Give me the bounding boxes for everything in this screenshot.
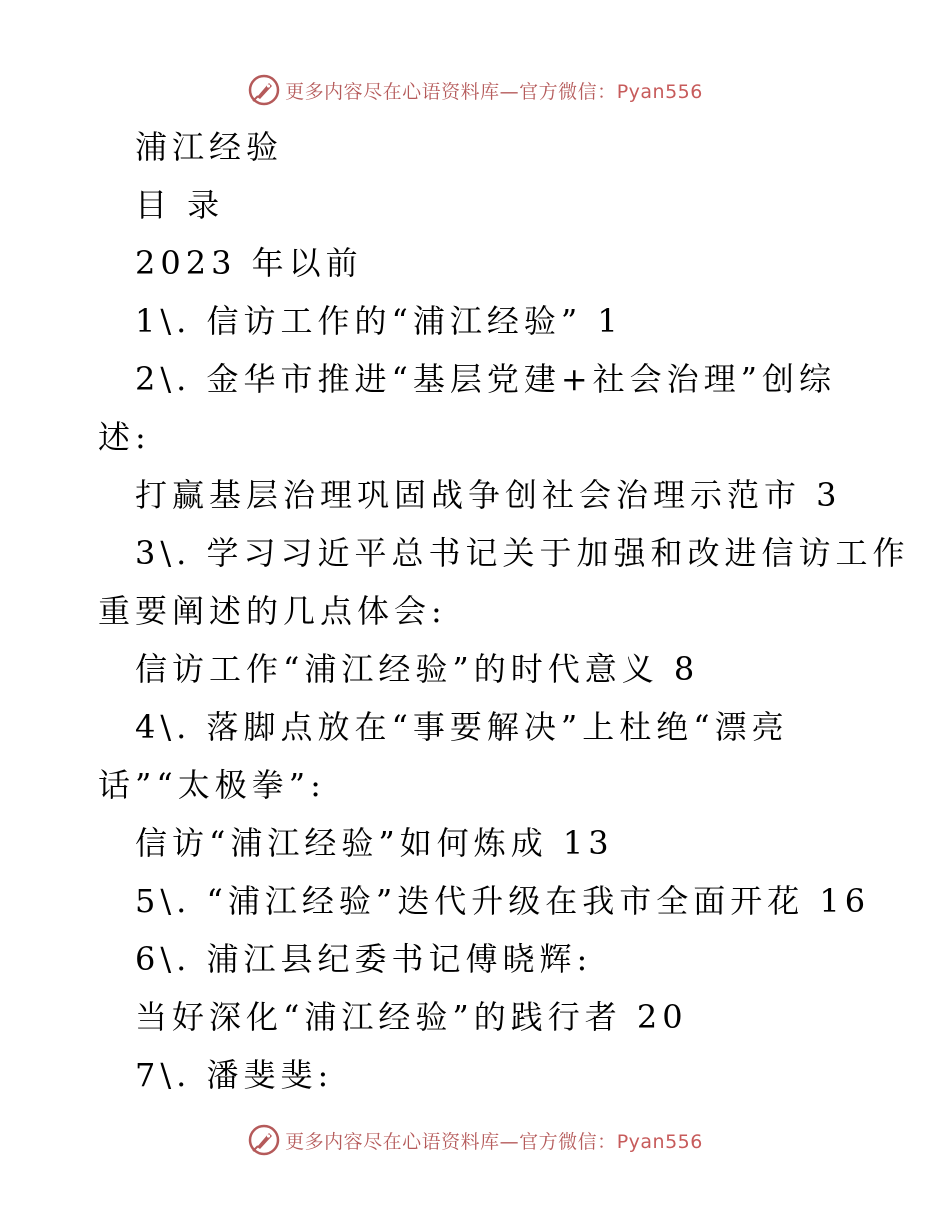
watermark-dash: —	[499, 1130, 520, 1153]
document-line: 3\. 学习习近平总书记关于加强和改进信访工作	[135, 534, 910, 572]
footer-watermark	[0, 1120, 950, 1160]
document-line: 信访工作“浦江经验”的时代意义 8	[135, 650, 700, 688]
watermark-brand: 更多内容尽在心语资料库	[285, 1130, 500, 1153]
document-line: 目 录	[135, 186, 225, 224]
watermark-handle: Pyan556	[616, 80, 703, 103]
document-line: 7\. 潘斐斐:	[135, 1056, 334, 1094]
watermark-wechat-label: 官方微信：	[519, 1130, 617, 1153]
document-line: 2\. 金华市推进“基层党建+社会治理”创综	[135, 360, 837, 398]
watermark-handle: Pyan556	[616, 1130, 703, 1153]
pen-nib-icon	[247, 1123, 281, 1157]
document-line: 打赢基层治理巩固战争创社会治理示范市 3	[135, 476, 842, 514]
document-line: 重要阐述的几点体会:	[98, 592, 447, 630]
document-line: 话”“太极拳”:	[98, 766, 326, 804]
watermark-text	[285, 1127, 703, 1154]
document-line: 1\. 信访工作的“浦江经验” 1	[135, 302, 623, 340]
document-line: 6\. 浦江县纪委书记傅晓辉:	[135, 940, 593, 978]
pen-nib-icon	[247, 73, 281, 107]
document-line: 4\. 落脚点放在“事要解决”上杜绝“漂亮	[135, 708, 789, 746]
watermark-text	[285, 77, 703, 104]
watermark-brand: 更多内容尽在心语资料库	[285, 80, 500, 103]
document-line: 浦江经验	[135, 128, 284, 166]
document-line: 5\. “浦江经验”迭代升级在我市全面开花 16	[135, 882, 871, 920]
document-line: 当好深化“浦江经验”的践行者 20	[135, 998, 688, 1036]
watermark-wechat-label: 官方微信：	[519, 80, 617, 103]
document-body	[0, 118, 950, 1104]
document-line: 述:	[98, 418, 151, 456]
watermark-dash: —	[499, 80, 520, 103]
document-line: 信访“浦江经验”如何炼成 13	[135, 824, 614, 862]
header-watermark	[0, 70, 950, 110]
document-line: 2023 年以前	[135, 244, 363, 282]
